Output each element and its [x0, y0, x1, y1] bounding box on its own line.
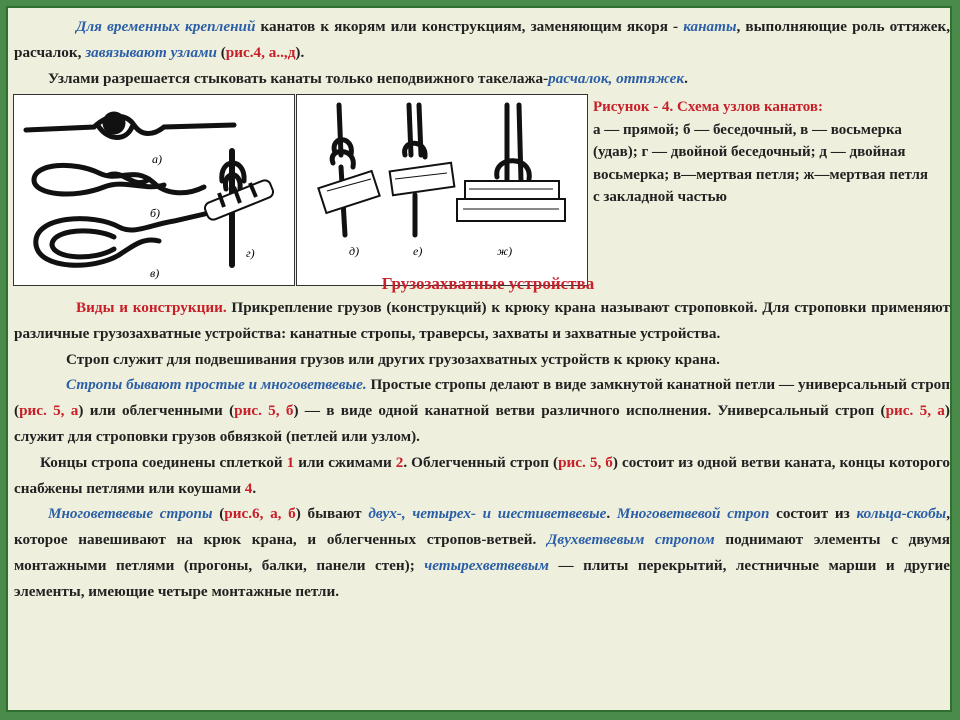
- paragraph-knots: Для временных креплений канатов к якорям или конструкциям, заменяющим якоря - канаты, выполняющие роль оттяжек, расчалок, завязывают узлами (рис.4, а..,д).: [14, 18, 951, 61]
- fig-label-a: а): [152, 152, 162, 166]
- caption-title: Рисунок - 4. Схема узлов канатов:: [593, 99, 824, 115]
- fig-label-b: б): [150, 206, 161, 220]
- main-text: [14, 295, 950, 605]
- paragraph-sling-ends: Концы стропа соединены сплеткой 1 или сжимами 2. Облегченный строп (рис. 5, б) состоит из одной ветви каната, концы которого снабжены петлями или коушами 4.: [14, 453, 950, 497]
- paragraph-types: Виды и конструкции. Прикрепление грузов (конструкций) к крюку крана называют строповкой. Для строповки применяют различные грузозахватные устройства: канатные стропы, траверсы, захваты и захватные устройства.: [14, 299, 950, 342]
- fig-label-e: е): [413, 244, 423, 258]
- fig-label-g: г): [246, 246, 255, 260]
- figure-knots-left: [13, 94, 295, 286]
- intro-text: [14, 14, 950, 91]
- knots-left-drawing: [14, 95, 294, 285]
- fig-label-d: д): [349, 244, 360, 258]
- paragraph-joining: Узлами разрешается стыковать канаты только неподвижного такелажа-расчалок, оттяжек.: [48, 69, 688, 87]
- slide: [6, 6, 952, 712]
- section-heading: Грузозахватные устройства: [381, 274, 595, 293]
- fig-label-v: в): [150, 266, 160, 280]
- paragraph-simple-slings: Стропы бывают простые и многоветвевые. Простые стропы делают в виде замкнутой канатной петли — универсальный строп (рис. 5, а) или облегченными (рис. 5, б) — в виде одной канатной ветви различного исполнения. Универсальный строп (рис. 5, а) служит для строповки грузов обвязкой (петлей или узлом).: [14, 376, 950, 445]
- paragraph-sling: Строп служит для подвешивания грузов или других грузозахватных устройств к крюку крана.: [66, 350, 720, 368]
- figure-knots-right: [296, 94, 588, 286]
- figure-caption: [593, 96, 938, 209]
- fig-label-zh: ж): [497, 244, 513, 258]
- knots-right-drawing: [297, 95, 587, 285]
- paragraph-multi-slings: Многоветвевые стропы (рис.6, а, б) бывают двух-, четырех- и шестиветвевые. Многоветвевой строп состоит из кольца-скобы, которое навешивают на крюк крана, и облегченных стропов-ветвей. Двухветвевым стропом поднимают элементы с двумя монтажными петлями (прогоны, балки, панели стен); четырехветвевым — плиты перекрытий, лестничные марши и другие элементы, имеющие четыре монтажные петли.: [14, 505, 951, 600]
- caption-body: а — прямой; б — беседочный, в — восьмерка (удав); г — двойной беседочный; д — двойная восьмерка; в—мертвая петля; ж—мертвая петля с закладной частью: [593, 121, 929, 205]
